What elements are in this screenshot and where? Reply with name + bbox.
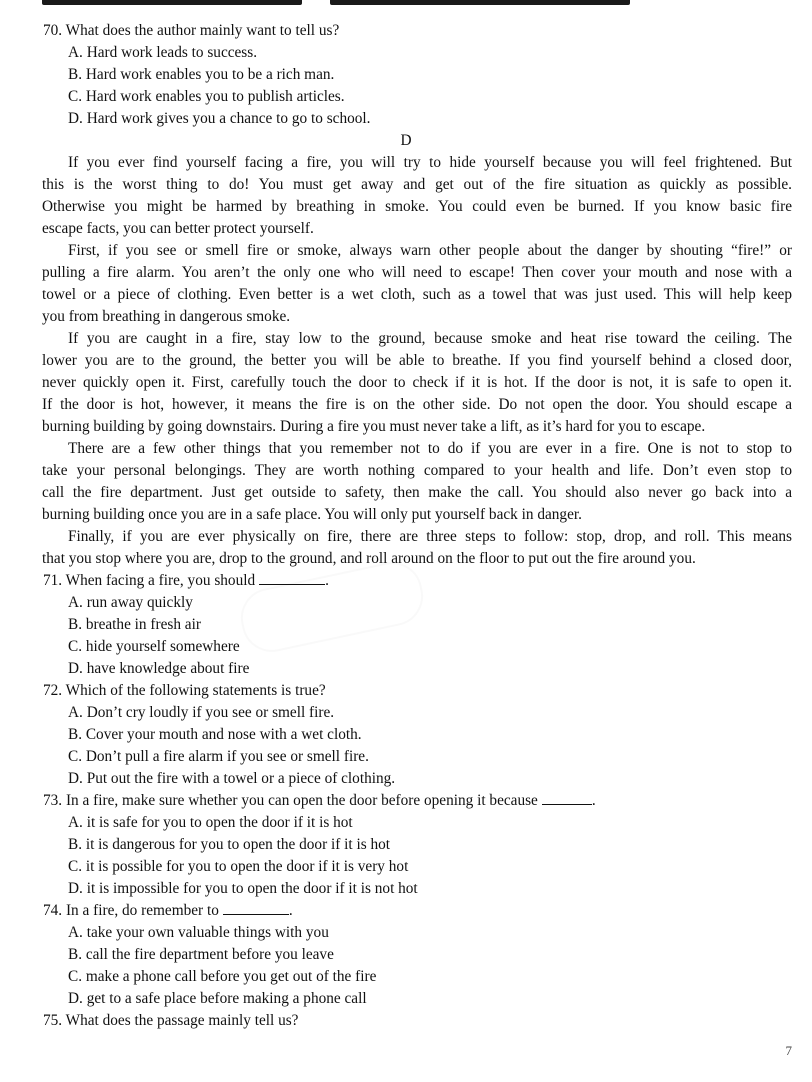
q72-option-c: C. Don’t pull a fire alarm if you see or smell fire.: [68, 748, 369, 765]
passage-line: never quickly open it. First, carefully touch the door to check if it is hot. If the door is not, it is safe to open it.: [42, 374, 792, 391]
q71-option-a: A. run away quickly: [68, 594, 193, 611]
q70-option-b: B. Hard work enables you to be a rich man.: [68, 66, 335, 83]
q73-option-b: B. it is dangerous for you to open the door if it is hot: [68, 836, 391, 853]
q71-option-d: D. have knowledge about fire: [68, 660, 250, 677]
passage-line: First, if you see or smell fire or smoke, always warn other people about the danger by shouting “fire!” or: [68, 242, 792, 259]
passage-line: lower you are to the ground, the better you will be able to breathe. If you find yourself behind a closed door,: [42, 352, 792, 369]
q71-stem-end: .: [325, 572, 329, 589]
passage-line: you from breathing in dangerous smoke.: [42, 308, 291, 325]
q74-stem-end: .: [288, 902, 293, 919]
q75-stem: 75. What does the passage mainly tell us?: [43, 1012, 299, 1029]
q70-option-c: C. Hard work enables you to publish articles.: [68, 88, 345, 105]
cropped-header-strip: [0, 0, 812, 10]
q73-stem-end: .: [591, 792, 596, 809]
passage-line: If you are caught in a fire, stay low to the ground, because smoke and heat rise toward the ceiling. The: [68, 330, 792, 347]
q74-blank: [223, 900, 289, 915]
q71-stem: [43, 570, 329, 592]
q70-option-a: A. Hard work leads to success.: [68, 44, 258, 61]
passage-line: If you ever find yourself facing a fire, you will try to hide yourself because you will feel frightened. But: [68, 154, 792, 171]
q74-stem-text: 74. In a fire, do remember to: [43, 902, 219, 919]
passage-line: this is the worst thing to do! You must get away and get out of the fire situation as quickly as possible.: [42, 176, 792, 193]
passage-line: that you stop where you are, drop to the ground, and roll around on the floor to put out the fire around you.: [42, 550, 696, 567]
passage-line: call the fire department. Just get outside to safety, then make the call. You should also never go back into a: [42, 484, 792, 501]
header-ink-1: [42, 0, 302, 5]
q72-stem: 72. Which of the following statements is true?: [43, 682, 326, 699]
passage-line: burning building once you are in a safe place. You will only put yourself back in danger.: [42, 506, 582, 523]
q73-stem: [43, 790, 596, 812]
q70-stem: 70. What does the author mainly want to tell us?: [43, 22, 340, 39]
q71-option-b: B. breathe in fresh air: [68, 616, 201, 633]
q73-option-a: A. it is safe for you to open the door if it is hot: [68, 814, 353, 831]
q73-stem-text: 73. In a fire, make sure whether you can open the door before opening it because: [43, 792, 538, 809]
q73-option-d: D. it is impossible for you to open the door if it is not hot: [68, 880, 418, 897]
q72-option-d: D. Put out the fire with a towel or a piece of clothing.: [68, 770, 396, 787]
q71-blank: [259, 570, 325, 585]
section-label: D: [400, 132, 412, 149]
passage-line: towel or a piece of clothing. Even better is a wet cloth, such as a towel that was just used. This will help keep: [42, 286, 792, 303]
passage-line: burning building by going downstairs. During a fire you must never take a lift, as it’s hard for you to escape.: [42, 418, 706, 435]
header-ink-2: [330, 0, 630, 5]
passage-line: Otherwise you might be harmed by breathing in smoke. You could even be burned. If you know basic fire: [42, 198, 792, 215]
passage-line: Finally, if you are ever physically on fire, there are three steps to follow: stop, drop, and roll. This means: [68, 528, 792, 545]
q72-option-b: B. Cover your mouth and nose with a wet cloth.: [68, 726, 362, 743]
q74-stem: [43, 900, 293, 922]
q71-stem-text: 71. When facing a fire, you should: [43, 572, 256, 589]
q74-option-a: A. take your own valuable things with you: [68, 924, 329, 941]
passage-line: take your personal belongings. They are worth nothing compared to your health and life. Don’t even stop to: [42, 462, 792, 479]
q74-option-b: B. call the fire department before you leave: [68, 946, 334, 963]
passage-line: There are a few other things that you remember not to do if you are ever in a fire. One is not to stop to: [68, 440, 792, 457]
passage-line: If the door is hot, however, it means the fire is on the other side. Do not open the door. You should escape a: [42, 396, 792, 413]
passage-line: escape facts, you can better protect yourself.: [42, 220, 314, 237]
q73-blank: [542, 790, 592, 805]
q71-option-c: C. hide yourself somewhere: [68, 638, 240, 655]
q74-option-d: D. get to a safe place before making a phone call: [68, 990, 367, 1007]
q72-option-a: A. Don’t cry loudly if you see or smell fire.: [68, 704, 335, 721]
q70-option-d: D. Hard work gives you a chance to go to school.: [68, 110, 371, 127]
passage-line: pulling a fire alarm. You aren’t the only one who will need to escape! Then cover your mouth and nose with a: [42, 264, 792, 281]
q74-option-c: C. make a phone call before you get out of the fire: [68, 968, 377, 985]
q73-option-c: C. it is possible for you to open the door if it is very hot: [68, 858, 409, 875]
page-number: 7: [785, 1043, 792, 1058]
